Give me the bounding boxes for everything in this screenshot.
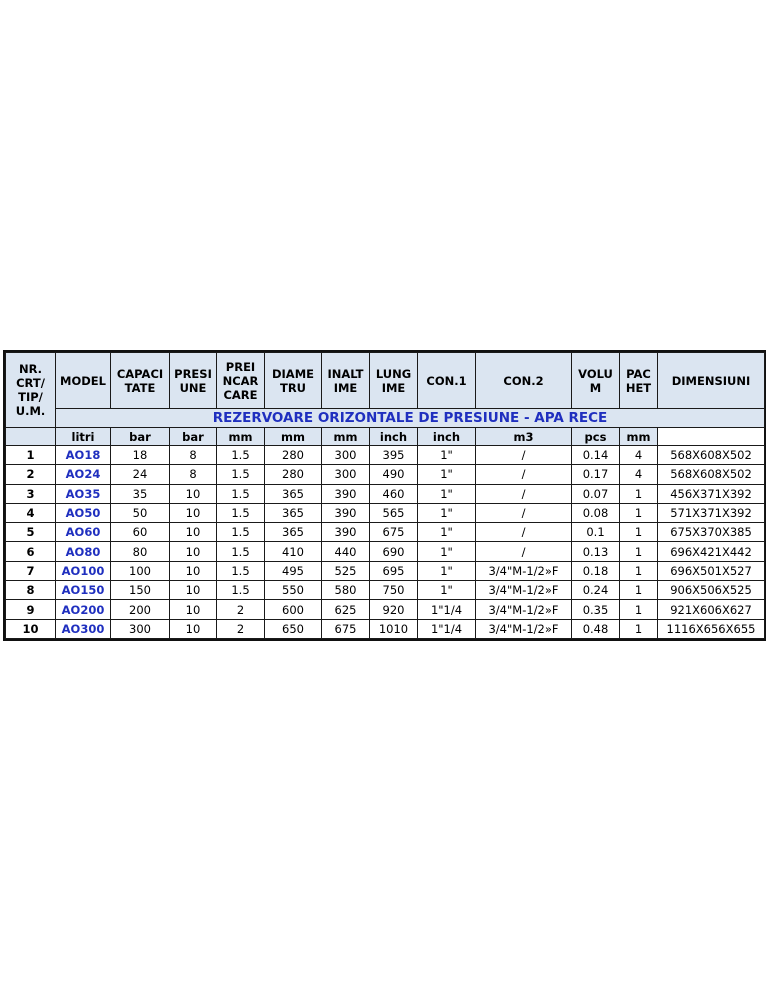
cell-nr: 9 xyxy=(6,600,56,619)
cell-dimensiuni: 921X606X627 xyxy=(658,600,765,619)
cell-con2: / xyxy=(476,446,572,465)
cell-volum: 0.14 xyxy=(572,446,620,465)
cell-lungime: 395 xyxy=(370,446,418,465)
cell-con1: 1" xyxy=(418,465,476,484)
cell-nr: 8 xyxy=(6,581,56,600)
cell-nr: 1 xyxy=(6,446,56,465)
cell-model: AO80 xyxy=(56,542,111,561)
cell-capacitate: 100 xyxy=(111,561,170,580)
cell-nr: 10 xyxy=(6,619,56,638)
header-dimensiuni: DIMENSIUNI xyxy=(658,353,765,409)
cell-con1: 1" xyxy=(418,503,476,522)
cell-pachet: 4 xyxy=(620,465,658,484)
product-table xyxy=(5,352,765,639)
cell-dimensiuni: 696X501X527 xyxy=(658,561,765,580)
cell-con1: 1" xyxy=(418,542,476,561)
cell-volum: 0.24 xyxy=(572,581,620,600)
cell-con1: 1" xyxy=(418,581,476,600)
cell-capacitate: 50 xyxy=(111,503,170,522)
cell-capacitate: 24 xyxy=(111,465,170,484)
table-row xyxy=(6,523,765,542)
unit-blank xyxy=(6,428,56,446)
cell-volum: 0.13 xyxy=(572,542,620,561)
header-nr: NR. CRT/ TIP/ U.M. xyxy=(6,353,56,428)
cell-inaltime: 390 xyxy=(322,503,370,522)
cell-presiune: 10 xyxy=(170,503,217,522)
cell-inaltime: 580 xyxy=(322,581,370,600)
cell-preincarcare: 1.5 xyxy=(217,446,265,465)
unit-cell: m3 xyxy=(476,428,572,446)
cell-lungime: 920 xyxy=(370,600,418,619)
cell-con2: 3/4"M-1/2»F xyxy=(476,561,572,580)
cell-model: AO35 xyxy=(56,484,111,503)
header-volum: VOLU M xyxy=(572,353,620,409)
cell-con1: 1"1/4 xyxy=(418,619,476,638)
cell-con1: 1" xyxy=(418,561,476,580)
cell-pachet: 1 xyxy=(620,484,658,503)
table-row xyxy=(6,503,765,522)
header-con2: CON.2 xyxy=(476,353,572,409)
cell-volum: 0.18 xyxy=(572,561,620,580)
cell-dimensiuni: 568X608X502 xyxy=(658,465,765,484)
unit-cell: inch xyxy=(418,428,476,446)
cell-model: AO150 xyxy=(56,581,111,600)
header-presiune: PRESI UNE xyxy=(170,353,217,409)
header-con1: CON.1 xyxy=(418,353,476,409)
cell-dimensiuni: 1116X656X655 xyxy=(658,619,765,638)
cell-pachet: 1 xyxy=(620,581,658,600)
cell-volum: 0.35 xyxy=(572,600,620,619)
unit-cell: mm xyxy=(217,428,265,446)
cell-dimensiuni: 696X421X442 xyxy=(658,542,765,561)
cell-diametru: 410 xyxy=(265,542,322,561)
cell-model: AO24 xyxy=(56,465,111,484)
header-lungime: LUNG IME xyxy=(370,353,418,409)
cell-capacitate: 200 xyxy=(111,600,170,619)
cell-diametru: 365 xyxy=(265,523,322,542)
unit-cell: mm xyxy=(322,428,370,446)
cell-pachet: 1 xyxy=(620,503,658,522)
cell-lungime: 460 xyxy=(370,484,418,503)
cell-presiune: 10 xyxy=(170,523,217,542)
cell-pachet: 4 xyxy=(620,446,658,465)
header-inaltime: INALT IME xyxy=(322,353,370,409)
cell-volum: 0.17 xyxy=(572,465,620,484)
cell-pachet: 1 xyxy=(620,542,658,561)
cell-model: AO300 xyxy=(56,619,111,638)
cell-dimensiuni: 906X506X525 xyxy=(658,581,765,600)
cell-lungime: 695 xyxy=(370,561,418,580)
cell-con2: 3/4"M-1/2»F xyxy=(476,581,572,600)
header-pachet: PAC HET xyxy=(620,353,658,409)
cell-presiune: 8 xyxy=(170,446,217,465)
cell-lungime: 565 xyxy=(370,503,418,522)
cell-capacitate: 150 xyxy=(111,581,170,600)
cell-con2: / xyxy=(476,523,572,542)
cell-presiune: 10 xyxy=(170,484,217,503)
cell-diametru: 280 xyxy=(265,465,322,484)
header-model: MODEL xyxy=(56,353,111,409)
table-body xyxy=(6,446,765,639)
cell-capacitate: 300 xyxy=(111,619,170,638)
unit-cell: inch xyxy=(370,428,418,446)
unit-cell: litri xyxy=(56,428,111,446)
cell-inaltime: 525 xyxy=(322,561,370,580)
table-row xyxy=(6,542,765,561)
cell-model: AO200 xyxy=(56,600,111,619)
cell-presiune: 8 xyxy=(170,465,217,484)
cell-inaltime: 300 xyxy=(322,446,370,465)
cell-diametru: 280 xyxy=(265,446,322,465)
cell-inaltime: 440 xyxy=(322,542,370,561)
header-diametru: DIAME TRU xyxy=(265,353,322,409)
cell-con2: / xyxy=(476,484,572,503)
unit-cell: mm xyxy=(620,428,658,446)
cell-lungime: 490 xyxy=(370,465,418,484)
header-capacitate: CAPACI TATE xyxy=(111,353,170,409)
cell-diametru: 550 xyxy=(265,581,322,600)
cell-dimensiuni: 456X371X392 xyxy=(658,484,765,503)
cell-presiune: 10 xyxy=(170,581,217,600)
cell-preincarcare: 1.5 xyxy=(217,581,265,600)
cell-model: AO60 xyxy=(56,523,111,542)
cell-nr: 7 xyxy=(6,561,56,580)
cell-preincarcare: 1.5 xyxy=(217,561,265,580)
cell-volum: 0.07 xyxy=(572,484,620,503)
cell-con1: 1" xyxy=(418,523,476,542)
table-row xyxy=(6,446,765,465)
cell-con1: 1" xyxy=(418,484,476,503)
cell-model: AO50 xyxy=(56,503,111,522)
cell-lungime: 690 xyxy=(370,542,418,561)
cell-dimensiuni: 568X608X502 xyxy=(658,446,765,465)
cell-nr: 4 xyxy=(6,503,56,522)
header-preincarcare: PREI NCAR CARE xyxy=(217,353,265,409)
cell-dimensiuni: 675X370X385 xyxy=(658,523,765,542)
cell-capacitate: 35 xyxy=(111,484,170,503)
cell-diametru: 495 xyxy=(265,561,322,580)
cell-pachet: 1 xyxy=(620,600,658,619)
cell-presiune: 10 xyxy=(170,600,217,619)
cell-inaltime: 390 xyxy=(322,484,370,503)
cell-lungime: 675 xyxy=(370,523,418,542)
cell-diametru: 650 xyxy=(265,619,322,638)
cell-diametru: 600 xyxy=(265,600,322,619)
cell-nr: 2 xyxy=(6,465,56,484)
unit-cell: bar xyxy=(170,428,217,446)
title-row xyxy=(6,409,765,428)
cell-con1: 1" xyxy=(418,446,476,465)
cell-inaltime: 625 xyxy=(322,600,370,619)
cell-pachet: 1 xyxy=(620,523,658,542)
cell-volum: 0.1 xyxy=(572,523,620,542)
header-row xyxy=(6,353,765,409)
table-row xyxy=(6,561,765,580)
cell-presiune: 10 xyxy=(170,542,217,561)
cell-preincarcare: 2 xyxy=(217,600,265,619)
cell-capacitate: 60 xyxy=(111,523,170,542)
cell-preincarcare: 1.5 xyxy=(217,484,265,503)
table-row xyxy=(6,600,765,619)
unit-cell: mm xyxy=(265,428,322,446)
cell-con2: 3/4"M-1/2»F xyxy=(476,619,572,638)
cell-inaltime: 390 xyxy=(322,523,370,542)
cell-capacitate: 80 xyxy=(111,542,170,561)
cell-pachet: 1 xyxy=(620,561,658,580)
cell-model: AO100 xyxy=(56,561,111,580)
cell-capacitate: 18 xyxy=(111,446,170,465)
cell-inaltime: 675 xyxy=(322,619,370,638)
cell-con2: / xyxy=(476,542,572,561)
cell-con1: 1"1/4 xyxy=(418,600,476,619)
cell-dimensiuni: 571X371X392 xyxy=(658,503,765,522)
cell-pachet: 1 xyxy=(620,619,658,638)
cell-nr: 3 xyxy=(6,484,56,503)
table-row xyxy=(6,581,765,600)
cell-presiune: 10 xyxy=(170,619,217,638)
units-row xyxy=(6,428,765,446)
cell-con2: / xyxy=(476,503,572,522)
table-row xyxy=(6,465,765,484)
cell-volum: 0.08 xyxy=(572,503,620,522)
cell-presiune: 10 xyxy=(170,561,217,580)
cell-diametru: 365 xyxy=(265,503,322,522)
cell-lungime: 750 xyxy=(370,581,418,600)
cell-nr: 6 xyxy=(6,542,56,561)
cell-preincarcare: 1.5 xyxy=(217,503,265,522)
cell-inaltime: 300 xyxy=(322,465,370,484)
table-row xyxy=(6,619,765,638)
unit-cell: pcs xyxy=(572,428,620,446)
cell-con2: / xyxy=(476,465,572,484)
cell-model: AO18 xyxy=(56,446,111,465)
table-title: REZERVOARE ORIZONTALE DE PRESIUNE - APA RECE xyxy=(56,409,765,428)
cell-lungime: 1010 xyxy=(370,619,418,638)
cell-preincarcare: 2 xyxy=(217,619,265,638)
cell-preincarcare: 1.5 xyxy=(217,523,265,542)
cell-preincarcare: 1.5 xyxy=(217,465,265,484)
table-row xyxy=(6,484,765,503)
cell-diametru: 365 xyxy=(265,484,322,503)
cell-nr: 5 xyxy=(6,523,56,542)
cell-volum: 0.48 xyxy=(572,619,620,638)
product-table-frame xyxy=(3,350,766,641)
unit-cell: bar xyxy=(111,428,170,446)
cell-preincarcare: 1.5 xyxy=(217,542,265,561)
cell-con2: 3/4"M-1/2»F xyxy=(476,600,572,619)
